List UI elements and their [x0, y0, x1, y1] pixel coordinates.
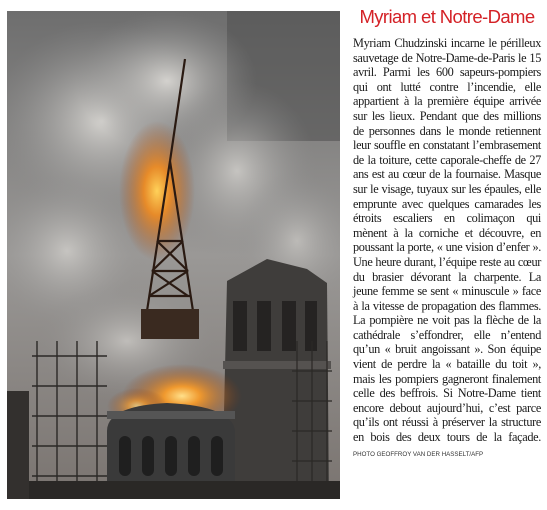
article-headline: Myriam et Notre-Dame [359, 6, 535, 27]
notre-dame-fire-photo [7, 11, 340, 499]
article [353, 6, 541, 462]
article-body [353, 36, 541, 462]
photo-credit: PHOTO GEOFFROY VAN DER HASSELT/AFP [353, 450, 484, 458]
article-body-text: Myriam Chudzinski incarne le périlleux sauvetage de Notre-Dame-de-Paris le 15 avril. Parmi les 600 sapeurs-pompiers qui ont lutté contre l’incendie, elle appartient à la première équipe arrivée sur les lieux. Pendant que des millions de personnes dans le monde retiennent leur souffle en constatant l’embrasement de la toiture, cette caporale-cheffe de 27 ans est au cœur de la fournaise. Masque sur le visage, tuyaux sur les épaules, elle emprunte avec quelques camarades les étroits escaliers en colimaçon qui mènent à la corniche et découvre, en poussant la porte, « une vision d’enfer ». Une heure durant, l’équipe reste au cœur du brasier dévorant la charpente. La jeune femme se sent « minuscule » face à la vitesse de propagation des flammes. La pompière ne voit pas la flèche de la cathédrale s’effondrer, elle n’entend qu’un « bruit angoissant ». Son équipe vient de perdre la « bataille du toit », mais les pompiers gagneront finalement celle des beffrois. Si Notre-Dame tient encore debout aujourd’hui, c’est parce qu’ils ont réussi à préserver la structure en bois des deux tours de la façade. [353, 36, 541, 445]
